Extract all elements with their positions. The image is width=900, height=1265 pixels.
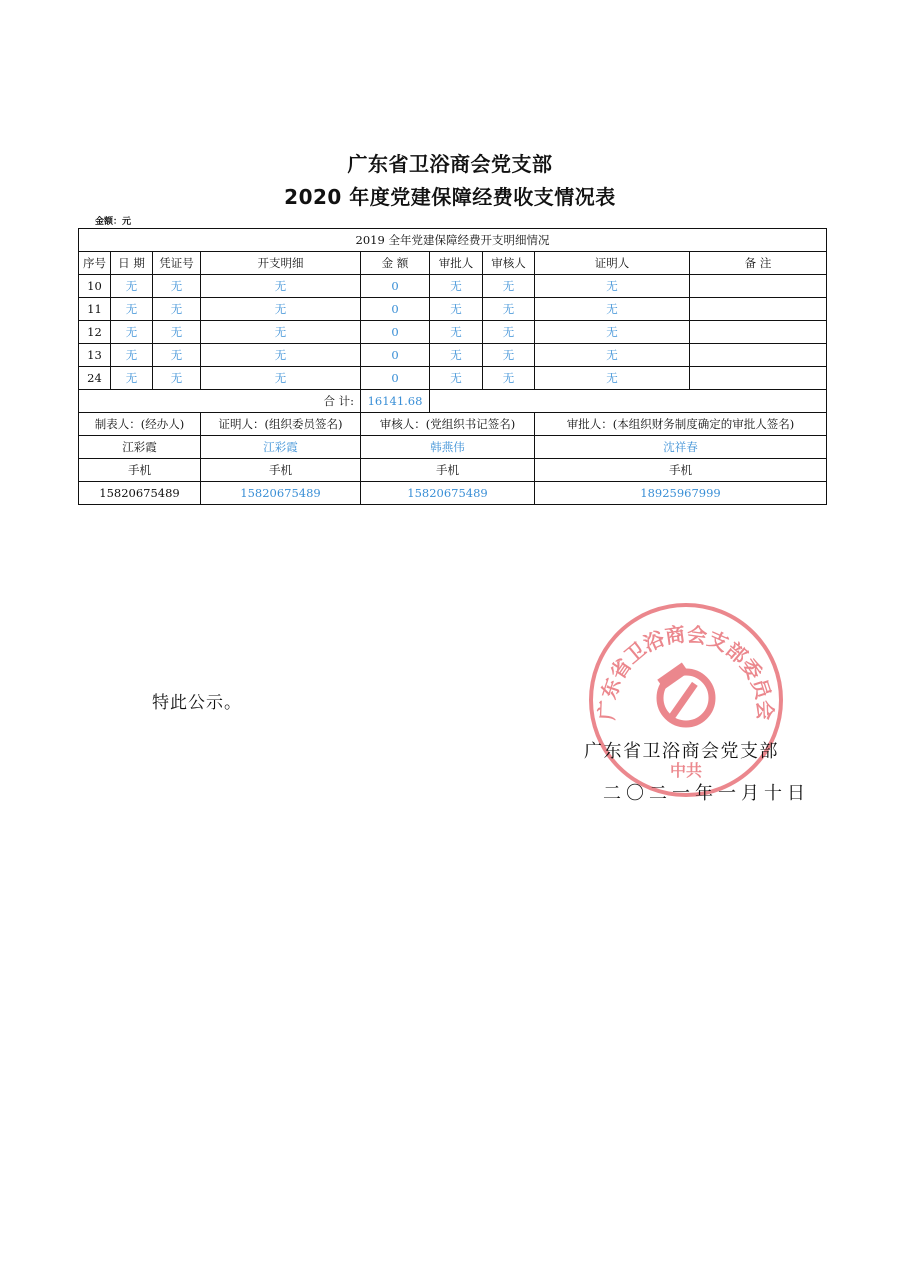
name-witness: 江彩霞 — [201, 436, 361, 459]
row-no: 12 — [79, 321, 111, 344]
row-voucher: 无 — [153, 344, 201, 367]
row-date: 无 — [111, 275, 153, 298]
row-date: 无 — [111, 367, 153, 390]
notice-text: 特此公示。 — [152, 693, 242, 713]
role-preparer: 制表人：(经办人) — [79, 413, 201, 436]
role-witness: 证明人：(组织委员签名) — [201, 413, 361, 436]
row-detail: 无 — [201, 275, 361, 298]
row-amount: 0 — [361, 344, 430, 367]
col-header: 证明人 — [535, 252, 690, 275]
section-title: 2019 全年党建保障经费开支明细情况 — [79, 229, 827, 252]
header-row — [79, 252, 827, 275]
col-header: 备 注 — [690, 252, 827, 275]
row-reviewer: 无 — [483, 321, 535, 344]
table-row — [79, 275, 827, 298]
col-header: 审核人 — [483, 252, 535, 275]
col-header: 凭证号 — [153, 252, 201, 275]
row-reviewer: 无 — [483, 344, 535, 367]
col-header: 金 额 — [361, 252, 430, 275]
organization-name: 广东省卫浴商会党支部 — [584, 741, 779, 762]
row-witness: 无 — [535, 344, 690, 367]
col-header: 审批人 — [430, 252, 483, 275]
row-note — [690, 298, 827, 321]
phone-number-row — [79, 482, 827, 505]
phone-label: 手机 — [79, 459, 201, 482]
phone-label: 手机 — [361, 459, 535, 482]
row-detail: 无 — [201, 321, 361, 344]
table-row — [79, 298, 827, 321]
row-date: 无 — [111, 321, 153, 344]
role-approver: 审批人：(本组织财务制度确定的审批人签名) — [535, 413, 827, 436]
amount-unit: 金额：元 — [95, 217, 132, 227]
row-reviewer: 无 — [483, 298, 535, 321]
row-no: 11 — [79, 298, 111, 321]
signature-name-row — [79, 436, 827, 459]
row-voucher: 无 — [153, 298, 201, 321]
total-label: 合 计: — [79, 390, 361, 413]
row-amount: 0 — [361, 275, 430, 298]
issue-date: 二〇二一年一月十日 — [603, 783, 810, 804]
total-row — [79, 390, 827, 413]
phone-label-row — [79, 459, 827, 482]
phone-label: 手机 — [201, 459, 361, 482]
table-row — [79, 321, 827, 344]
row-witness: 无 — [535, 275, 690, 298]
col-header: 日 期 — [111, 252, 153, 275]
expense-table — [78, 228, 827, 505]
phone-witness: 15820675489 — [201, 482, 361, 505]
total-blank — [430, 390, 827, 413]
phone-approver: 18925967999 — [535, 482, 827, 505]
seal-ring-text: 广东省卫浴商会支部委员会 — [594, 621, 778, 721]
row-detail: 无 — [201, 298, 361, 321]
table-row — [79, 344, 827, 367]
row-no: 24 — [79, 367, 111, 390]
name-reviewer: 韩燕伟 — [361, 436, 535, 459]
name-approver: 沈祥春 — [535, 436, 827, 459]
row-note — [690, 275, 827, 298]
row-amount: 0 — [361, 321, 430, 344]
col-header: 开支明细 — [201, 252, 361, 275]
row-voucher: 无 — [153, 367, 201, 390]
phone-label: 手机 — [535, 459, 827, 482]
row-date: 无 — [111, 344, 153, 367]
row-voucher: 无 — [153, 275, 201, 298]
row-date: 无 — [111, 298, 153, 321]
signature-role-row — [79, 413, 827, 436]
row-approver: 无 — [430, 344, 483, 367]
row-reviewer: 无 — [483, 275, 535, 298]
party-emblem-icon — [657, 662, 712, 724]
row-note — [690, 321, 827, 344]
seal-subtext: 中共 — [669, 761, 703, 780]
row-witness: 无 — [535, 367, 690, 390]
row-no: 13 — [79, 344, 111, 367]
row-approver: 无 — [430, 321, 483, 344]
name-preparer: 江彩霞 — [79, 436, 201, 459]
row-approver: 无 — [430, 367, 483, 390]
row-voucher: 无 — [153, 321, 201, 344]
row-note — [690, 367, 827, 390]
col-header: 序号 — [79, 252, 111, 275]
row-amount: 0 — [361, 298, 430, 321]
row-note — [690, 344, 827, 367]
role-reviewer: 审核人：(党组织书记签名) — [361, 413, 535, 436]
official-seal — [586, 600, 786, 800]
row-witness: 无 — [535, 298, 690, 321]
phone-reviewer: 15820675489 — [361, 482, 535, 505]
row-approver: 无 — [430, 275, 483, 298]
row-witness: 无 — [535, 321, 690, 344]
row-no: 10 — [79, 275, 111, 298]
row-detail: 无 — [201, 367, 361, 390]
row-amount: 0 — [361, 367, 430, 390]
row-detail: 无 — [201, 344, 361, 367]
row-reviewer: 无 — [483, 367, 535, 390]
document-title: 广东省卫浴商会党支部 — [347, 152, 553, 176]
phone-preparer: 15820675489 — [79, 482, 201, 505]
row-approver: 无 — [430, 298, 483, 321]
total-value: 16141.68 — [361, 390, 430, 413]
document-subtitle: 2020 年度党建保障经费收支情况表 — [284, 185, 616, 209]
table-row — [79, 367, 827, 390]
